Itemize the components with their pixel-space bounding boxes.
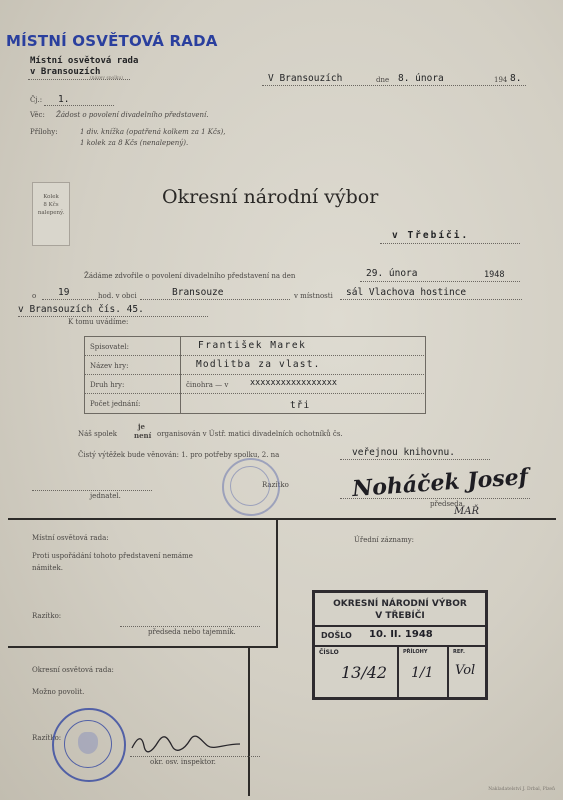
- vytezek-label: Čistý výtěžek bude věnován: 1. pro potřeby spolku, 2. na: [78, 451, 280, 459]
- table-row-label: Název hry:: [90, 362, 129, 370]
- district-office-stamp: [312, 590, 488, 700]
- predseda-label: předseda.: [430, 500, 466, 508]
- divider-vertical-lower: [248, 646, 250, 796]
- request-obec: Bransouze: [172, 287, 224, 298]
- mistnost-label: v místnosti: [294, 292, 333, 300]
- mozno-text: Možno povolit.: [32, 688, 85, 696]
- doslo-label: DOŠLO: [321, 631, 352, 640]
- table-row-label: Spisovatel:: [90, 343, 130, 351]
- vec-label: Věc:: [30, 111, 45, 119]
- request-year: 1948: [484, 270, 505, 280]
- signature: Noháček Josef: [351, 463, 529, 503]
- table-row-value: František Marek: [198, 340, 307, 351]
- place-typed: V Bransouzích: [268, 73, 343, 84]
- printer-imprint: Nakladatelství J. Drbal, Plzeň: [488, 787, 555, 792]
- okresni-rada-label: Okresní osvětová rada:: [32, 666, 114, 674]
- inspektor-label: okr. osv. inspektor.: [150, 758, 216, 766]
- kolek-line1: Kolek: [43, 194, 59, 200]
- prilohy-value: 1/1: [411, 665, 434, 681]
- kolek-line3: nalepený.: [37, 210, 65, 216]
- organization-caption: (název spolku): [90, 76, 124, 81]
- table-row-value-struck: xxxxxxxxxxxxxxxxx: [250, 378, 337, 388]
- request-date: 29. února: [366, 268, 418, 279]
- stamp-line1: OKRESNÍ NÁRODNÍ VÝBOR: [333, 599, 467, 609]
- divider-vertical: [276, 518, 278, 648]
- proti-text: Proti uspořádání tohoto představení nemáme: [32, 552, 193, 560]
- hod-label: hod. v obci: [98, 292, 137, 300]
- recipient-city: v Třebíči.: [392, 230, 470, 241]
- vytezek-value: veřejnou knihovnu.: [352, 447, 455, 458]
- organization-place: v Bransouzích: [30, 67, 101, 77]
- date-typed: 8. února: [398, 73, 444, 84]
- stamp-line2: V TŘEBÍČI: [375, 611, 425, 621]
- initials: MAŘ: [454, 506, 479, 517]
- mistni-rada-label: Místní osvětová rada:: [32, 534, 109, 542]
- table-row-value: tři: [290, 400, 311, 411]
- doslo-value: 10. II. 1948: [369, 629, 433, 640]
- year-typed: 8.: [510, 73, 522, 84]
- cislo-value: 13/42: [341, 663, 388, 682]
- cj-label: Čj.:: [30, 96, 43, 104]
- district-round-stamp: [52, 708, 126, 782]
- je-option: je: [138, 422, 145, 431]
- vec-text: Žádost o povolení divadelního představení.: [56, 111, 209, 119]
- jednatel-label: jednatel.: [90, 492, 121, 500]
- cislo-label: ČÍSLO: [319, 649, 339, 656]
- request-mistnost: sál Vlachova hostince: [346, 287, 467, 298]
- recipient-title: Okresní národní výbor: [162, 186, 379, 208]
- round-stamp: [222, 458, 280, 516]
- divider-lower: [8, 646, 278, 648]
- prilohy-line1: 1 div. knížka (opatřená kolkem za 1 Kčs),: [80, 128, 226, 136]
- request-address: v Bransouzích čís. 45.: [18, 304, 144, 315]
- k-tomu-label: K tomu uvádíme:: [68, 318, 129, 326]
- table-row-label: Počet jednání:: [90, 400, 141, 408]
- table-row-label: Druh hry:: [90, 381, 125, 389]
- razitko-label: Razítko: [262, 481, 289, 489]
- cj-value: 1.: [58, 94, 70, 105]
- ref-label: REF.: [453, 649, 465, 655]
- organization-rest: organisován v Ústř. matici divadelních ochotníků čs.: [157, 430, 343, 438]
- organization-stamp: MÍSTNÍ OSVĚTOVÁ RADA: [6, 32, 218, 50]
- divider-horizontal: [8, 518, 556, 520]
- year-printed: 194: [494, 76, 508, 84]
- request-hour: 19: [58, 287, 70, 298]
- ref-value: Vol: [455, 663, 476, 678]
- prilohy-label: Přílohy:: [30, 128, 58, 136]
- neni-option: není: [134, 431, 152, 440]
- predseda-tajemnik-label: předseda nebo tajemník.: [148, 628, 236, 636]
- prilohy-stamp-label: PŘÍLOHY: [403, 649, 428, 655]
- razitko-label-2: Razítko:: [32, 612, 62, 620]
- request-intro: Žádáme zdvořile o povolení divadelního představení na den: [84, 272, 296, 280]
- date-label: dne: [376, 76, 390, 84]
- table-row-value-printed: činohra — v: [186, 381, 229, 389]
- razitko-label-3: Razítko:: [32, 734, 62, 742]
- nas-spolek-label: Náš spolek: [78, 430, 118, 438]
- prilohy-line2: 1 kolek za 8 Kčs (nenalepený).: [80, 139, 189, 147]
- uredni-zaznamy-label: Úřední záznamy:: [354, 536, 415, 544]
- table-row-value: Modlitba za vlast.: [196, 359, 321, 370]
- organization-name: Místní osvětová rada: [30, 56, 139, 66]
- o-label: o: [32, 292, 37, 300]
- revenue-stamp-box: [32, 182, 70, 246]
- kolek-line2: 8 Kčs: [43, 202, 59, 208]
- namitek-text: námitek.: [32, 564, 63, 572]
